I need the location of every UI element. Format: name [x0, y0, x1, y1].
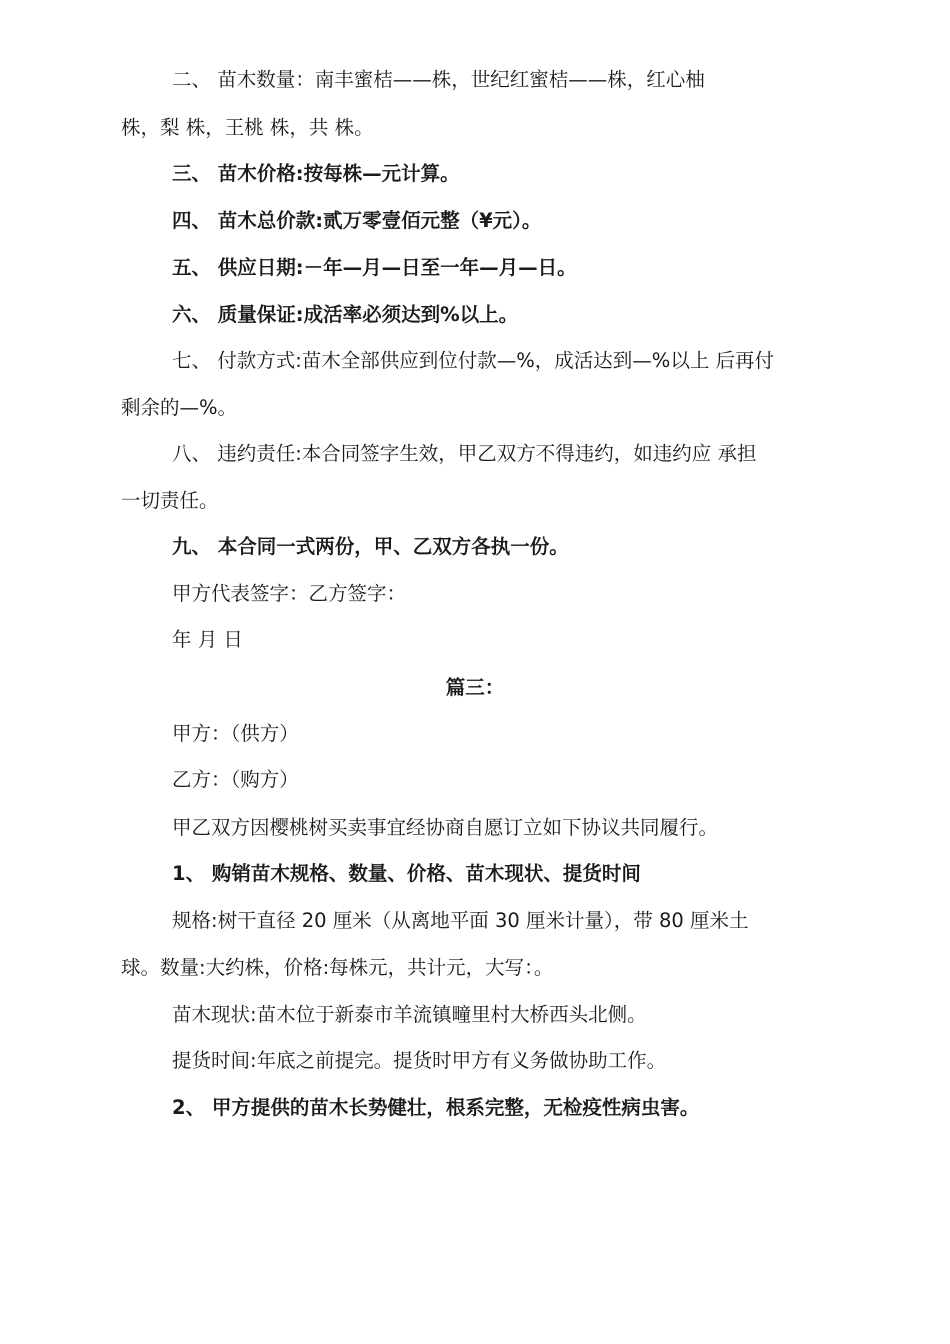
party-a: 甲方：（供方）: [172, 722, 299, 745]
clause-2-quantity-cont: 株，梨 株，王桃 株，共 株。: [121, 116, 374, 139]
clause-7-payment: 七、 付款方式:苗木全部供应到位付款—%，成活达到—%以上 后再付: [172, 349, 775, 372]
item-1-heading: 1、 购销苗木规格、数量、价格、苗木现状、提货时间: [172, 862, 641, 885]
section-title: 篇三：: [445, 676, 505, 699]
status-line: 苗木现状:苗木位于新泰市羊流镇疃里村大桥西头北侧。: [172, 1003, 647, 1026]
agreement-intro: 甲乙双方因樱桃树买卖事宜经协商自愿订立如下协议共同履行。: [172, 816, 719, 839]
clause-8-liability-cont: 一切责任。: [121, 489, 219, 512]
clause-5-date: 五、 供应日期:－年—月—日至一年—月—日。: [172, 256, 577, 279]
party-b: 乙方：（购方）: [172, 768, 299, 791]
clause-6-quality: 六、 质量保证:成活率必须达到%以上。: [172, 303, 519, 326]
clause-3-price: 三、 苗木价格:按每株—元计算。: [172, 162, 460, 185]
clause-8-liability: 八、 违约责任:本合同签字生效，甲乙双方不得违约，如违约应 承担: [172, 442, 757, 465]
signature-line: 甲方代表签字：乙方签字：: [172, 582, 407, 605]
spec-line: 规格:树干直径 20 厘米（从离地平面 30 厘米计量），带 80 厘米土: [172, 909, 749, 932]
clause-2-quantity: 二、 苗木数量：南丰蜜桔——株，世纪红蜜桔——株，红心柚: [172, 68, 705, 91]
pickup-line: 提货时间:年底之前提完。提货时甲方有义务做协助工作。: [172, 1049, 667, 1072]
item-2-heading: 2、 甲方提供的苗木长势健壮，根系完整，无检疫性病虫害。: [172, 1096, 700, 1119]
clause-7-payment-cont: 剩余的—%。: [121, 396, 238, 419]
clause-4-total: 四、 苗木总价款:贰万零壹佰元整（¥元）。: [172, 209, 542, 232]
clause-9-copies: 九、 本合同一式两份，甲、乙双方各执一份。: [172, 535, 569, 558]
spec-line-cont: 球。数量:大约株，价格:每株元，共计元，大写：。: [121, 956, 554, 979]
date-line: 年 月 日: [172, 628, 243, 651]
